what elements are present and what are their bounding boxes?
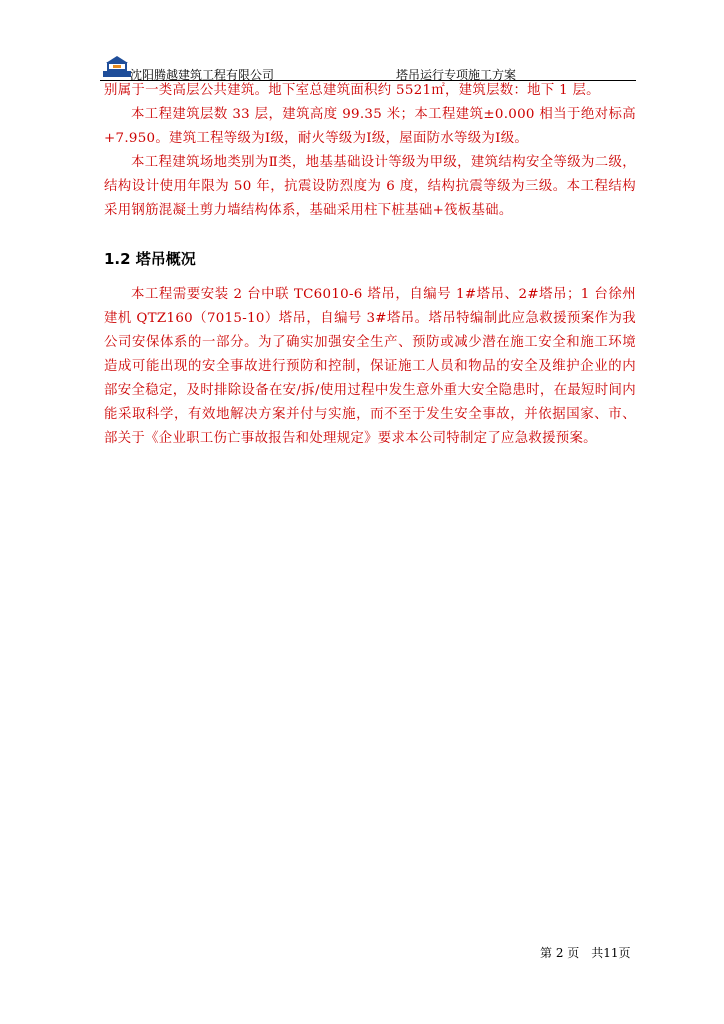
paragraph: 本工程建筑层数 33 层，建筑高度 99.35 米；本工程建筑±0.000 相当于绝对标高+7.950。建筑工程等级为Ⅰ级，耐火等级为Ⅰ级，屋面防水等级为Ⅰ级。 [104,107,636,146]
paragraph: 别属于一类高层公共建筑。地下室总建筑面积约 5521㎡，建筑层数：地下 1 层。 [104,83,600,98]
tower-crane-overview-text [104,283,636,451]
document-title: 塔吊运行专项施工方案 [396,68,517,82]
company-logo-icon [102,54,132,78]
project-overview-text [104,79,636,223]
section-heading: 1.2 塔吊概况 [104,250,196,268]
page-header [100,54,636,82]
paragraph: 本工程建筑场地类别为Ⅱ类，地基基础设计等级为甲级，建筑结构安全等级为二级，结构设计使用年限为 50 年，抗震设防烈度为 6 度，结构抗震等级为三级。本工程结构采用钢筋混凝土剪力墙结构体系，基础采用柱下桩基础+筏板基础。 [104,155,636,218]
paragraph: 本工程需要安装 2 台中联 TC6010-6 塔吊，自编号 1#塔吊、2#塔吊；1 台徐州建机 QTZ160（7015-10）塔吊，自编号 3#塔吊。塔吊特编制此应急救援预案作为我公司安保体系的一部分。为了确实加强安全生产、预防或减少潜在施工安全和施工环境造成可能出现的安全事故进行预防和控制，保证施工人员和物品的安全及维护企业的内部安全稳定，及时排除设备在安/拆/使用过程中发生意外重大安全隐患时，在最短时间内能采取科学，有效地解决方案并付与实施，而不至于发生安全事故，并依据国家、市、部关于《企业职工伤亡事故报告和处理规定》要求本公司特制定了应急救援预案。 [104,287,636,446]
page-number: 第 2 页 共11页 [540,946,631,960]
company-name: 沈阳腾越建筑工程有限公司 [130,68,275,82]
